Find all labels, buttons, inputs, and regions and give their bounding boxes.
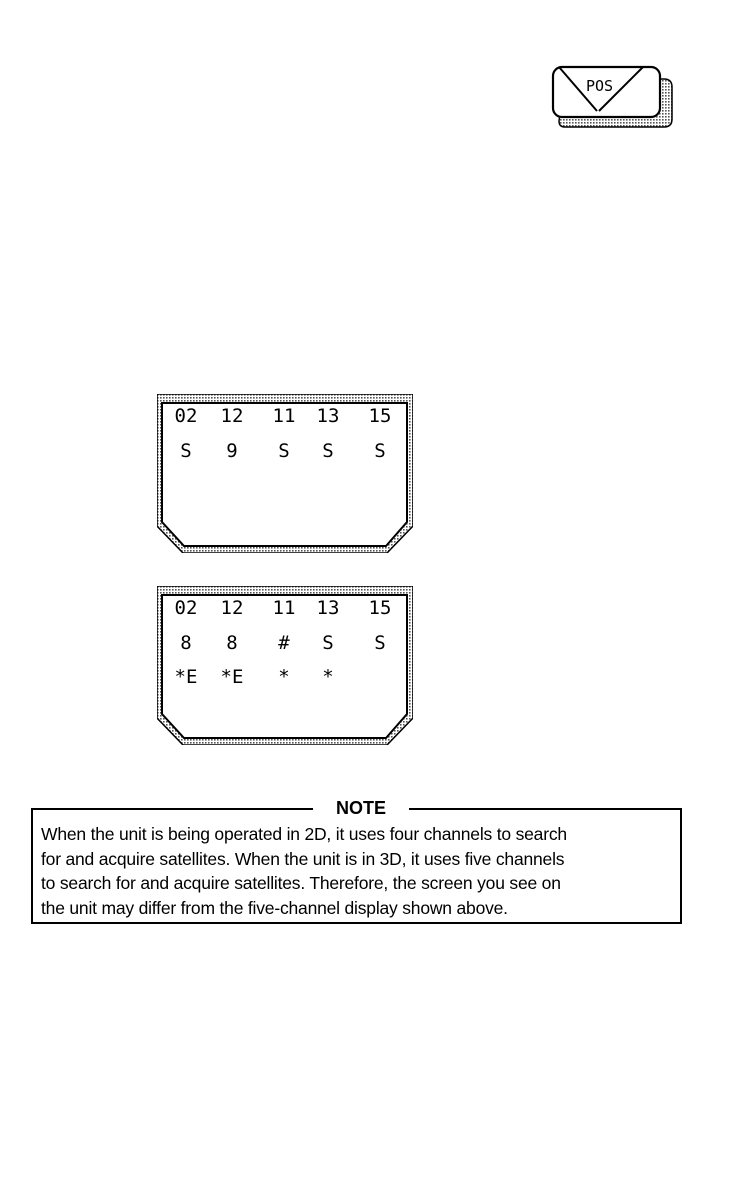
sat-number: 15 xyxy=(368,597,392,619)
sat-number: 15 xyxy=(368,405,392,427)
sat-status: 9 xyxy=(226,440,238,462)
sat-status: S xyxy=(374,440,386,462)
screen-1-row-satellites xyxy=(157,403,413,429)
screen-1-row-status xyxy=(157,438,413,464)
screen-2-row-satellites xyxy=(157,595,413,621)
sat-status: S xyxy=(322,632,334,654)
pos-key-icon xyxy=(551,65,674,129)
sat-number: 12 xyxy=(220,405,244,427)
pos-key-label: POS xyxy=(586,77,614,95)
note-body xyxy=(41,822,673,920)
sat-number: 11 xyxy=(272,405,296,427)
sat-flag: *E xyxy=(174,666,198,688)
note-line: for and acquire satellites. When the unit is in 3D, it uses five channels xyxy=(41,848,565,869)
note-rule-right xyxy=(409,808,680,810)
sat-number: 02 xyxy=(174,405,198,427)
note-line: the unit may differ from the five-channel display shown above. xyxy=(41,897,508,918)
note-line: When the unit is being operated in 2D, it uses four channels to search xyxy=(41,824,567,844)
sat-number: 12 xyxy=(220,597,244,619)
sat-status: S xyxy=(322,440,334,462)
sat-status: S xyxy=(278,440,290,462)
sat-flag: * xyxy=(322,666,334,688)
sat-flag: * xyxy=(278,666,290,688)
note-box xyxy=(31,798,682,924)
sat-status: 8 xyxy=(226,632,238,654)
sat-status: # xyxy=(278,632,290,654)
sat-status: 8 xyxy=(180,632,192,654)
sat-number: 13 xyxy=(316,597,340,619)
note-line: to search for and acquire satellites. Therefore, the screen you see on xyxy=(41,873,561,893)
sat-status: S xyxy=(180,440,192,462)
screen-2-row-status xyxy=(157,630,413,656)
lcd-screen-2 xyxy=(157,586,413,745)
note-rule-left xyxy=(33,808,313,810)
lcd-screen-1 xyxy=(157,394,413,553)
screen-2-row-flags xyxy=(157,664,413,690)
sat-number: 02 xyxy=(174,597,198,619)
sat-number: 11 xyxy=(272,597,296,619)
sat-status: S xyxy=(374,632,386,654)
note-title: NOTE xyxy=(335,798,386,818)
sat-flag: *E xyxy=(220,666,244,688)
sat-number: 13 xyxy=(316,405,340,427)
